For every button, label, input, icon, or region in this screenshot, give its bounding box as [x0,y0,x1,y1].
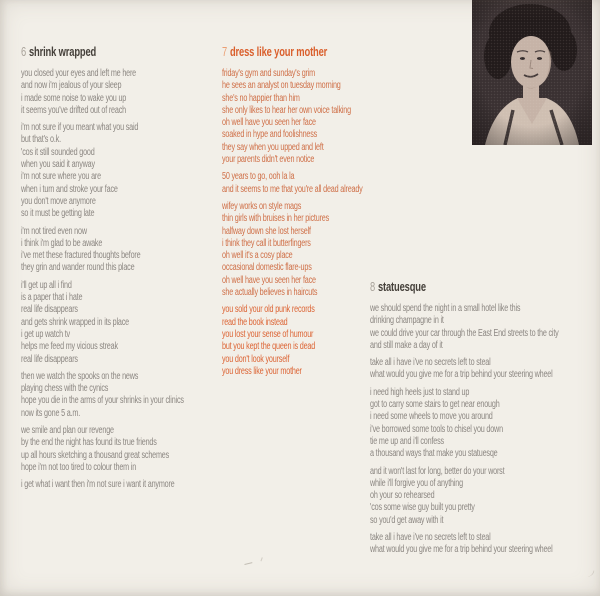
lyrics [21,68,237,492]
stanza [222,68,409,166]
lyric-line: up all hours sketching a thousand great schemes [21,449,170,461]
lyric-line: you lost your sense of humour [222,328,314,340]
lyric-line: you closed your eyes and left me here [21,68,137,79]
lyric-line: and it seems to me that you're all dead already [222,183,363,195]
lyric-line: tie me up and i'll confess [370,435,444,447]
lyric-line: what would you give me for a trip behind your steering wheel [370,369,553,381]
stanza [370,532,600,557]
lyric-line: i'm not sure if you meant what you said [21,122,139,134]
song-heading [370,279,600,294]
lyric-line: but you kept the queen is dead [222,341,316,353]
lyric-line: but that's o.k. [21,134,61,146]
lyric-line: hope you die in the arms of your shrinks in your clinics [21,395,184,407]
lyric-line: we should spend the night in a small hotel like this [370,303,521,314]
lyric-line: drinking champagne in it [370,315,444,327]
lyric-line: you dress like your mother [222,365,302,377]
lyric-line: i get what i want then i'm not sure i want it anymore [21,479,175,491]
lyric-line: a thousand ways that make you statuesqe [370,448,498,460]
lyric-line: they say when you upped and left [222,141,324,153]
lyric-line: it seems you've drifted out of reach [21,104,126,116]
lyric-line: you sold your old punk records [222,304,315,316]
song-heading [222,44,409,59]
lyric-line: take all i have i've no secrets left to steal [370,532,491,544]
lyric-line: oh well it's a cosy place [222,250,293,262]
lyric-line: and it won't last for long, better do your worst [370,465,505,477]
lyrics [370,303,600,557]
song-title: shrink wrapped [28,44,97,59]
lyric-line: then we watch the spooks on the news [21,370,139,382]
lyric-line: hope i'm not too tired to colour them in [21,461,137,473]
lyric-line: she actually believes in haircuts [222,287,318,299]
lyric-line: now its gone 5 a.m. [21,407,81,419]
stanza [21,68,237,117]
song-number: 7 [222,44,228,59]
song-number: 8 [370,279,376,294]
lyric-line: soaked in hype and foolishness [222,129,318,141]
lyric-line: she's no happier than him [222,92,300,104]
lyric-line: thin girls with bruises in her pictures [222,213,330,225]
lyric-line: you don't look yourself [222,353,290,365]
lyric-line: what would you give me for a trip behind your steering wheel [370,544,553,556]
lyric-line: halfway down she lost herself [222,225,311,237]
woman-portrait-illustration [472,0,592,145]
lyric-line: 'cos some wise guy built you pretty [370,502,475,514]
stanza [21,371,237,420]
lyric-line: when you said it anyway [21,159,95,171]
lyric-line: 50 years to go, ooh la la [222,171,295,183]
lyric-line: i've met these fractured thoughts before [21,250,141,262]
lyric-line: got to carry some stairs to get near enough [370,399,500,411]
lyric-line: so you'd get away with it [370,514,444,526]
song-heading [21,44,237,59]
lyric-line: real life disappears [21,304,78,316]
lyric-line: by the end the night has found its true friends [21,437,157,449]
lyric-line: we smile and plan our revenge [21,425,114,437]
lyric-line: when i turn and stroke your face [21,183,118,195]
song-number: 6 [21,44,27,59]
lyric-line: i'm not sure where you are [21,171,101,183]
lyric-line: occasional domestic flare-ups [222,262,312,274]
lyric-line: helps me feed my vicious streak [21,341,118,353]
lyric-line: your parents didn't even notice [222,154,315,166]
lyric-line: and still make a day of it [370,339,443,351]
stanza [370,466,600,527]
lyric-line: wifey works on style mags [222,200,302,212]
lyric-line: so it must be getting late [21,208,95,220]
song-title: statuesque [377,279,426,294]
lyric-line: we could drive your car through the East End streets to the city [370,327,559,339]
lyric-line: is a paper that i hate [21,292,83,304]
lyric-line: playing chess with the cynics [21,383,109,395]
stanza [222,171,409,196]
song-title: dress like your mother [229,44,328,59]
lyric-line: and gets shrink wrapped in its place [21,316,129,328]
paper-speck [586,569,595,577]
lyric-line: i made some noise to wake you up [21,92,127,104]
stanza [370,303,600,352]
lyric-line: i get up watch tv [21,328,70,340]
lyric-line: i'm not tired even now [21,225,87,237]
lyric-line: you don't move anymore [21,195,96,207]
paper-speck [244,562,253,570]
lyric-line: while i'll forgive you of anything [370,477,463,489]
lyric-line: 'cos it still sounded good [21,146,95,158]
stanza [370,357,600,382]
lyric-line: take all i have i've no secrets left to steal [370,357,491,369]
lyric-line: i think i'm glad to be awake [21,237,103,249]
lyric-line: i'll get up all i find [21,279,72,291]
paper-speck [260,557,266,562]
stanza [21,122,237,220]
lyric-line: real life disappears [21,353,78,365]
stanza [21,479,237,491]
stanza [21,226,237,275]
stanza [21,280,237,366]
stanza [370,387,600,461]
lyric-line: read the book instead [222,316,288,328]
stanza [21,425,237,474]
lyric-line: they grin and wander round this place [21,262,135,274]
lyric-line: she only likes to hear her own voice talking [222,104,351,116]
lyric-line: i need high heels just to stand up [370,386,470,398]
lyric-line: friday's gym and sunday's grim [222,68,315,79]
lyric-line: oh your so rehearsed [370,490,435,502]
lyric-line: i think they call it butterfingers [222,237,311,249]
lyric-line: i need some wheels to move you around [370,411,493,423]
song-section-statuesque [370,279,600,562]
portrait-photo [472,0,592,145]
lyric-line: he sees an analyst on tuesday morning [222,80,341,92]
lyric-line: and now i'm jealous of your sleep [21,80,122,92]
song-section-shrink-wrapped [21,44,237,497]
lyric-line: i've borrowed some tools to chisel you down [370,423,503,435]
lyric-line: oh well have you seen her face [222,117,316,129]
lyric-line: oh well have you seen her face [222,274,316,286]
